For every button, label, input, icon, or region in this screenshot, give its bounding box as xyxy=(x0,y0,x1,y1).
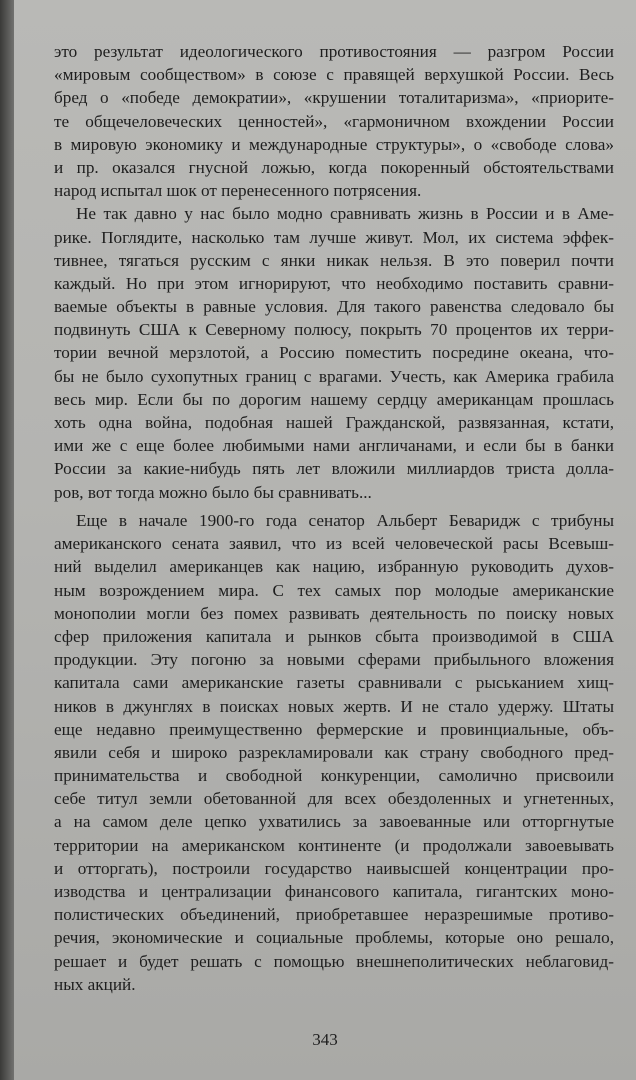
upper-text-block xyxy=(54,40,614,504)
text-line: себе титул земли обетованной для всех обездоленных и угнетенных, xyxy=(54,789,614,809)
page-number: 343 xyxy=(312,1030,338,1049)
text-line: ников в джунглях в поисках новых жертв. И не стало удержу. Штаты xyxy=(54,696,614,716)
text-line: решает и будет решать с помощью внешнеполитических неблаговид- xyxy=(54,951,614,971)
text-line: бред о «победе демократии», «крушении тоталитаризма», «приорите- xyxy=(54,88,614,108)
text-line: ваемые объекты в равные условия. Для такого равенства следовало бы xyxy=(54,297,614,317)
book-page xyxy=(14,0,636,1080)
text-line: те общечеловеческих ценностей», «гармоничном вхождении России xyxy=(54,111,614,131)
text-line: каждый. Но при этом игнорируют, что необходимо поставить сравни- xyxy=(54,273,614,293)
text-line: «мировым сообществом» в союзе с правящей верхушкой России. Весь xyxy=(54,65,614,85)
text-line: это результат идеологического противостояния — разгром России xyxy=(54,42,614,61)
text-line: изводства и централизации финансового капитала, гигантских моно- xyxy=(54,882,614,901)
text-line: ими же с еще более любимыми нами англичанами, и если бы в банки xyxy=(54,436,614,456)
text-line: ний выделил американцев как нацию, избранную руководить духов- xyxy=(54,557,614,577)
text-line: еще недавно преимущественно фермерские и провинциальные, объ- xyxy=(54,719,614,739)
text-line: Еще в начале 1900-го года сенатор Альберт Беваридж с трибуны xyxy=(76,511,614,530)
text-line: ных акций. xyxy=(54,974,136,994)
text-line: Не так давно у нас было модно сравнивать жизнь в России и в Аме- xyxy=(76,204,614,224)
text-line: монополии могли без помех развивать деятельность по поиску новых xyxy=(54,603,614,623)
paragraph-2 xyxy=(54,202,614,503)
text-line: полистических объединений, приобретавшее неразрешимые противо- xyxy=(54,905,614,925)
text-line: сфер приложения капитала и рынков сбыта производимой в США xyxy=(54,626,614,646)
text-line: весь мир. Если бы по дорогим нашему сердцу американцам прошлась xyxy=(54,389,614,409)
text-line: и отторгать), построили государство наивысшей концентрации про- xyxy=(54,858,614,878)
text-line: а на самом деле цепко ухватились за завоеванные или отторгнутые xyxy=(54,812,614,832)
text-line: принимательства и свободной конкуренции, самолично присвоили xyxy=(54,766,614,786)
text-line: народ испытал шок от перенесенного потрясения. xyxy=(54,181,422,201)
text-line: тивнее, тягаться русским с янки никак нельзя. В это поверил почти xyxy=(54,250,614,270)
text-line: в мировую экономику и международные структуры», о «свободе слова» xyxy=(54,134,614,154)
text-line: тории вечной мерзлотой, а Россию поместить посредине океана, что- xyxy=(54,343,614,363)
lower-text-block xyxy=(54,509,614,996)
text-line: ров, вот тогда можно было бы сравнивать... xyxy=(54,482,372,502)
paragraph-3 xyxy=(54,509,614,996)
text-line: капитала сами американские газеты сравнивали с рыськанием хищ- xyxy=(54,673,614,693)
text-line: подвинуть США к Северному полюсу, покрыть 70 процентов их терри- xyxy=(54,320,614,340)
text-line: явили себя и широко разрекламировали как страну свободного пред- xyxy=(54,742,614,762)
text-line: и пр. оказался гнусной ложью, когда покоренный обстоятельствами xyxy=(54,157,614,177)
text-line: хоть одна война, подобная нашей Гражданской, развязанная, кстати, xyxy=(54,413,614,432)
text-line: американского сената заявил, что из всей человеческой расы Всевыш- xyxy=(54,534,614,554)
paragraph-1 xyxy=(54,40,614,202)
text-line: продукции. Эту погоню за новыми сферами прибыльного вложения xyxy=(54,650,614,670)
text-line: речия, экономические и социальные проблемы, которые оно решало, xyxy=(54,928,614,948)
text-line: ным возрождением мира. С тех самых пор молодые американские xyxy=(54,580,614,600)
text-line: России за какие-нибудь пять лет вложили миллиардов триста долла- xyxy=(54,459,614,479)
text-line: бы не было сухопутных границ с врагами. Учесть, как Америка грабила xyxy=(54,366,614,386)
text-line: рике. Поглядите, насколько там лучше живут. Мол, их система эффек- xyxy=(54,227,614,247)
text-line: территории на американском континенте (и продолжали завоевывать xyxy=(54,835,614,855)
